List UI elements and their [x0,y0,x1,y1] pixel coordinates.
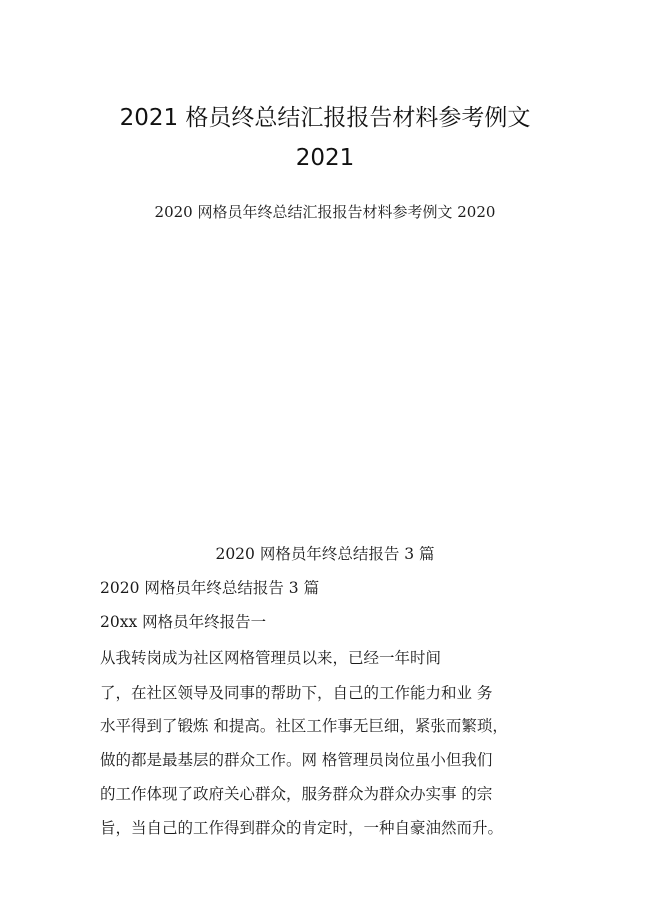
paragraph-line: 旨，当自己的工作得到群众的肯定时，一种自豪油然而升。 [100,819,504,837]
paragraph-line: 从我转岗成为社区网格管理员以来，已经一年时间 [100,649,442,667]
paragraph-line: 水平得到了锻炼 和提高。社区工作事无巨细，紧张而繁琐， [100,717,508,735]
document-subtitle: 2020 网格员年终总结汇报报告材料参考例文 2020 [154,203,496,221]
report-title-line: 2020 网格员年终总结报告 3 篇 [100,579,320,597]
section-heading: 2020 网格员年终总结报告 3 篇 [215,545,435,563]
document-title: 2021 格员终总结汇报报告材料参考例文 [119,105,531,131]
report-subtitle-line: 20xx 网格员年终报告一 [100,613,267,631]
paragraph-line: 做的都是最基层的群众工作。网 格管理员岗位虽小但我们 [100,751,493,769]
document-title-year: 2021 [295,145,355,171]
paragraph-line: 了，在社区领导及同事的帮助下，自己的工作能力和业 务 [100,684,493,702]
paragraph-line: 的工作体现了政府关心群众，服务群众为群众办实事 的宗 [100,785,493,803]
